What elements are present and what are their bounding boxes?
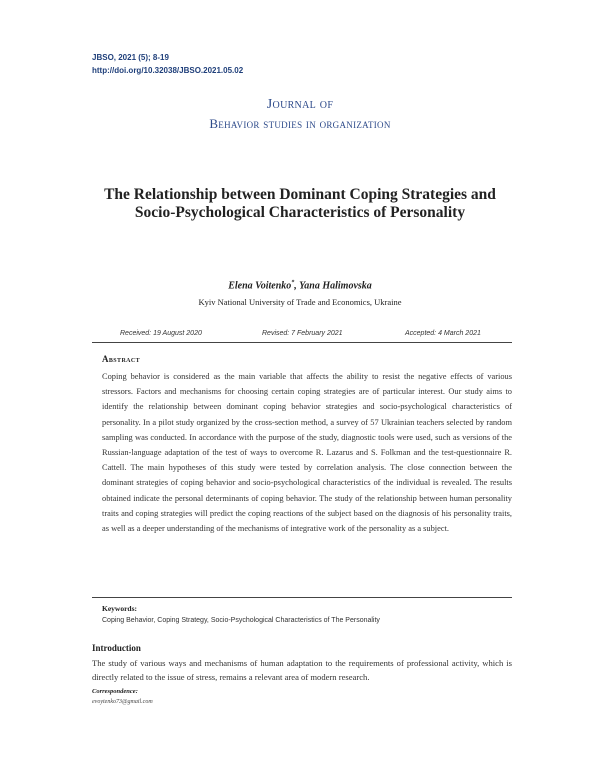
accepted-date: Accepted: 4 March 2021 [405, 330, 481, 337]
doi-link[interactable]: http://doi.org/10.32038/JBSO.2021.05.02 [92, 66, 244, 75]
abstract-text: Coping behavior is considered as the main variable that affects the ability to resist the negative effects of various stressors. Factors and mechanisms for choosing certain coping strategies are of particular interest. Our study aims to identify the relationship between dominant coping behavior strategies and socio-psychological characteristics of personality. In a pilot study organized by the cross-section method, a survey of 57 Ukrainian teachers selected by random sampling was conducted. In accordance with the purpose of the study, diagnostic tools were used, such as versions of the Russian-language adaptation of the test of ways to overcome R. Lazarus and S. Folkman and the test-questionnaire R. Cattell. The main hypotheses of this study were tested by correlation analysis. The close connection between the dominant strategies of coping behavior and socio-psychological characteristics of the individual is revealed. The results obtained indicate the personal determinants of coping behavior. The study of the relationship between human personality traits and coping strategies will predict the coping reactions of the subject based on the diagnosis of his personality traits, as well as a deeper understanding of the mechanisms of integrative work of the personality as a subject. [102, 372, 512, 534]
author-name: Elena Voitenko [228, 280, 292, 292]
author-name: Yana Halimovska [299, 280, 372, 292]
revised-date: Revised: 7 February 2021 [262, 330, 343, 337]
divider [92, 342, 512, 343]
citation-line: JBSO, 2021 (5); 8-19 [92, 53, 169, 62]
author-separator: , [294, 280, 300, 292]
keywords-heading: Keywords: [102, 604, 137, 613]
corresponding-author-mark: * [291, 280, 295, 286]
correspondence-heading: Correspondence: [92, 688, 138, 695]
affiliation: Kyiv National University of Trade and Economics, Ukraine [198, 297, 402, 307]
journal-name-line2: Behavior studies in organization [209, 116, 391, 131]
article-title: The Relationship between Dominant Coping Strategies and Socio-Psychological Characteristics of Personality [104, 186, 496, 221]
divider [92, 597, 512, 598]
introduction-heading: Introduction [92, 643, 141, 653]
correspondence-email[interactable]: evoytenko73@gmail.com [92, 699, 153, 705]
author-list [0, 280, 600, 291]
keywords-text: Coping Behavior, Coping Strategy, Socio-Psychological Characteristics of The Personality [102, 617, 380, 624]
received-date: Received: 19 August 2020 [120, 330, 202, 337]
abstract-heading: Abstract [102, 354, 141, 364]
introduction-text: The study of various ways and mechanisms of human adaptation to the requirements of professional activity, which is directly related to the issue of stress, remains a relevant area of modern research. [92, 658, 512, 682]
journal-name-line1: Journal of [266, 97, 334, 112]
